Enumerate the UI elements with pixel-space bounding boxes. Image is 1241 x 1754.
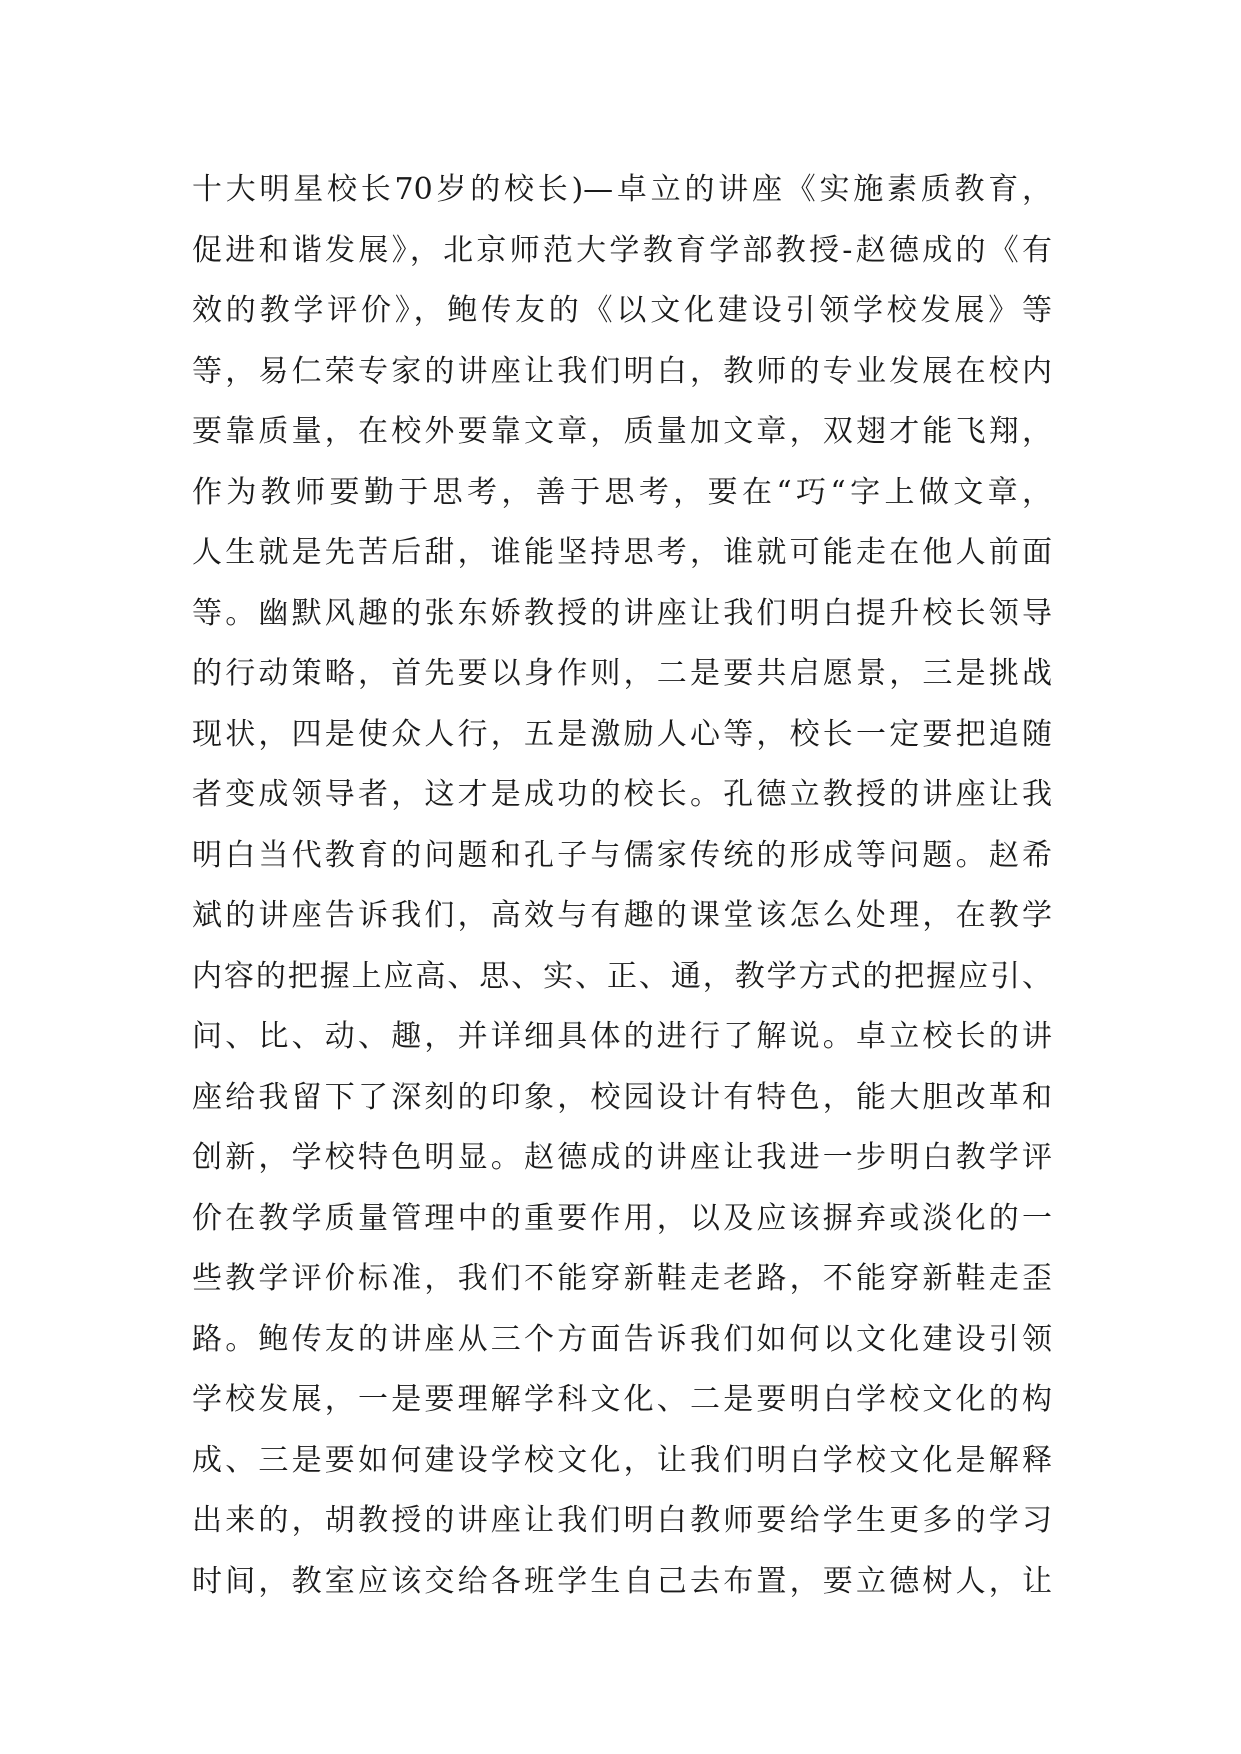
text-line: 效的教学评价》，鲍传友的《以文化建设引领学校发展》等	[192, 293, 1052, 328]
text-line: 问、比、动、趣，并详细具体的进行了解说。卓立校长的讲	[192, 1019, 1052, 1054]
text-line: 的行动策略，首先要以身作则，二是要共启愿景，三是挑战	[192, 656, 1052, 691]
body-text	[192, 160, 1052, 1612]
text-line: 促进和谐发展》，北京师范大学教育学部教授-赵德成的《有	[192, 232, 1052, 268]
text-line: 作为教师要勤于思考，善于思考，要在“巧“字上做文章，	[192, 474, 1052, 510]
text-line: 成、三是要如何建设学校文化，让我们明白学校文化是解释	[192, 1442, 1052, 1478]
text-line: 价在教学质量管理中的重要作用，以及应该摒弃或淡化的一	[192, 1200, 1052, 1236]
text-line: 等。幽默风趣的张东娇教授的讲座让我们明白提升校长领导	[192, 595, 1052, 631]
text-line: 时间，教室应该交给各班学生自己去布置，要立德树人，让	[192, 1563, 1052, 1599]
text-line: 等，易仁荣专家的讲座让我们明白，教师的专业发展在校内	[192, 353, 1052, 389]
text-line: 座给我留下了深刻的印象，校园设计有特色，能大胆改革和	[192, 1079, 1052, 1115]
text-line: 要靠质量，在校外要靠文章，质量加文章，双翅才能飞翔，	[192, 414, 1052, 449]
text-line: 创新，学校特色明显。赵德成的讲座让我进一步明白教学评	[192, 1140, 1052, 1175]
text-line: 路。鲍传友的讲座从三个方面告诉我们如何以文化建设引领	[192, 1321, 1052, 1357]
text-line: 明白当代教育的问题和孔子与儒家传统的形成等问题。赵希	[192, 837, 1052, 873]
text-line: 些教学评价标准，我们不能穿新鞋走老路，不能穿新鞋走歪	[192, 1261, 1052, 1296]
text-line: 内容的把握上应高、思、实、正、通，教学方式的把握应引、	[192, 958, 1052, 994]
text-line: 学校发展，一是要理解学科文化、二是要明白学校文化的构	[192, 1382, 1052, 1417]
text-line: 人生就是先苦后甜，谁能坚持思考，谁就可能走在他人前面	[192, 535, 1052, 570]
text-line: 斌的讲座告诉我们，高效与有趣的课堂该怎么处理，在教学	[192, 898, 1052, 933]
text-line: 出来的，胡教授的讲座让我们明白教师要给学生更多的学习	[192, 1503, 1052, 1538]
text-line: 现状，四是使众人行，五是激励人心等，校长一定要把追随	[192, 716, 1052, 752]
text-line: 十大明星校长70岁的校长)—卓立的讲座《实施素质教育，	[192, 172, 1052, 207]
text-line: 者变成领导者，这才是成功的校长。孔德立教授的讲座让我	[192, 777, 1052, 812]
